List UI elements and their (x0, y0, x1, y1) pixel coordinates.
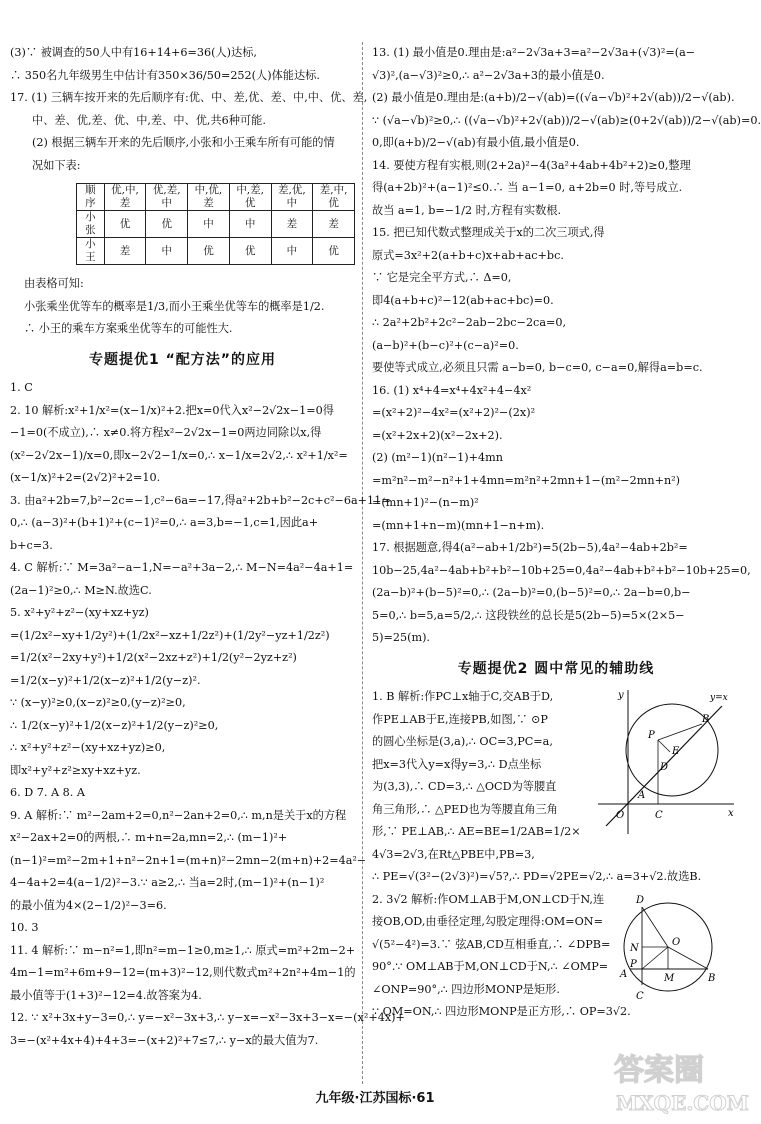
table-cell: 优,中,差 (104, 184, 146, 211)
segment-od (642, 907, 668, 947)
fig-label: D (660, 762, 669, 773)
watermark-url: MXQE.COM (616, 1091, 749, 1115)
text-line: =(x²+2)²−4x²=(x²+2)²−(2x)² (372, 406, 536, 419)
text-line: (2) (m²−1)(n²−1)+4mn (372, 451, 503, 464)
page-footer: 九年级·江苏国标·61 (315, 1091, 435, 1106)
text-line: (3)∵ 被调查的50人中有16+14+6=36(人)达标, (10, 46, 257, 59)
text-line: 3=−(x²+4x+4)+4+3=−(x+2)²+7≤7,∴ y−x的最大值为7. (10, 1033, 319, 1047)
text-line: 中、差、优,差、优、中,差、中、优,共6种可能. (32, 113, 266, 127)
text-line: x²−2ax+2=0的两根,∴ m+n=2a,mn=2,∴ (m−1)²+ (10, 831, 288, 844)
fig-label: B (708, 972, 716, 984)
text-line: 原式=3x²+2(a+b+c)x+ab+ac+bc. (372, 248, 564, 262)
table-cell: 中 (188, 211, 230, 238)
text-line: 即4(a+b+c)²−12(ab+ac+bc)=0. (372, 293, 554, 307)
text-line: 得(a+2b)²+(a−1)²≤0.∴ 当 a−1=0, a+2b=0 时,等号成立. (372, 181, 683, 194)
segment-op (642, 947, 668, 969)
text-line: 1. C (10, 381, 33, 394)
text-line: 作PE⊥AB于E,连接PB,如图,∵ ⊙P (372, 712, 548, 726)
text-line: 接OB,OD,由垂径定理,勾股定理得:OM=ON= (372, 915, 603, 928)
text-line: ∴ 350名九年级男生中估计有350×36/50=252(人)体能达标. (10, 68, 320, 82)
text-line: 13. (1) 最小值是0.理由是:a²−2√3a+3=a²−2√3a+(√3)²=(a− (372, 46, 696, 59)
text-line: (2) 最小值是0.理由是:(a+b)/2−√(ab)=((√a−√b)²+2√(ab))/2−√(ab). (372, 91, 735, 104)
text-line: 形,∵ PE⊥AB,∴ AE=BE=1/2AB=1/2× (372, 825, 581, 838)
fig-label: A (638, 790, 646, 801)
fig-label: P (630, 958, 637, 970)
text-line: (a−b)²+(b−c)²+(c−a)²=0. (372, 338, 519, 352)
table-cell: 差 (271, 211, 313, 238)
table-cell: 差 (104, 238, 146, 265)
circle-figure-1 (598, 686, 738, 836)
text-line: (2a−b)²+(b−5)²=0,∴ (2a−b)²=0,(b−5)²=0,∴ 2a−b=0,b− (372, 586, 691, 599)
table-cell: 顺序 (77, 184, 105, 211)
question-1-block (372, 686, 740, 889)
text-line: 2. 10 解析:x²+1/x²=(x−1/x)²+2.把x=0代入x²−2√2x−1=0得 (10, 403, 334, 417)
text-line: 16. (1) x⁴+4=x⁴+4x²+4−4x² (372, 383, 532, 397)
section-title: 专题提优1 “配方法”的应用 (88, 351, 277, 368)
table-cell: 中 (146, 238, 188, 265)
table-row (77, 238, 355, 265)
table-cell: 中 (229, 211, 271, 238)
text-line: √3)²,(a−√3)²≥0,∴ a²−2√3a+3的最小值是0. (372, 68, 605, 82)
text-line: =(1/2x²−xy+1/2y²)+(1/2x²−xz+1/2z²)+(1/2y²−yz+1/2z²) (10, 628, 330, 642)
text-line: ∠ONP=90°,∴ 四边形MONP是矩形. (372, 982, 560, 996)
text-line: 9. A 解析:∵ m²−2am+2=0,n²−2an+2=0,∴ m,n是关于x的方程 (10, 808, 347, 822)
text-line: ∵ (x−y)²≥0,(x−z)²≥0,(y−z)²≥0, (10, 696, 186, 709)
column-divider (362, 42, 363, 1084)
text-line: =1/2(x−y)²+1/2(x−z)²+1/2(y−z)². (10, 673, 201, 687)
watermark-logo (610, 1046, 749, 1118)
text-line: 由表格可知: (24, 277, 84, 290)
table-cell: 优 (313, 238, 355, 265)
text-line: 10b−25,4a²−4ab+b²+b²−10b+25=0,4a²−4ab+b²+b²−10b+25=0, (372, 563, 751, 577)
text-line: 4√3=2√3,在Rt△PBE中,PB=3, (372, 847, 535, 861)
text-line: 0,∴ (a−3)²+(b+1)²+(c−1)²=0,∴ a=3,b=−1,c=1,因此a+ (10, 516, 319, 529)
text-line: =1/2(x²−2xy+y²)+1/2(x²−2xz+z²)+1/2(y²−2yz+z²) (10, 651, 297, 664)
text-line: (2) 根据三辆车开来的先后顺序,小张和小王乘车所有可能的情 (32, 136, 335, 149)
fig-label: A (620, 968, 628, 980)
text-line: 最小值等于(1+3)²−12=4.故答案为4. (10, 988, 202, 1002)
table-cell: 中 (271, 238, 313, 265)
fig-label: O (672, 936, 681, 948)
table-row (77, 184, 355, 211)
table-cell: 中,优,差 (188, 184, 230, 211)
segment-pb (658, 724, 702, 740)
text-line: 把x=3代入y=x得y=3,∴ D点坐标 (372, 757, 542, 771)
text-line: 90°.∵ OM⊥AB于M,ON⊥CD于N,∴ ∠OMP= (372, 960, 609, 973)
table-row (77, 211, 355, 238)
text-line: (x²−2√2x−1)/x=0,即x−2√2−1/x=0,∴ x−1/x=2√2,∴ x²+1/x²= (10, 448, 348, 462)
text-line: 5=0,∴ b=5,a=5/2,∴ 这段铁丝的总长是5(2b−5)=5×(2×5− (372, 608, 685, 622)
segment-pe (658, 740, 670, 752)
text-line: 4−4a+2=4(a−1/2)²−3.∵ a≥2,∴ 当a=2时,(m−1)²+(n−1)² (10, 876, 325, 889)
text-line: 11. 4 解析:∵ m−n²=1,即n²=m−1≥0,m≥1,∴ 原式=m²+2m−2+ (10, 943, 356, 957)
text-line: =m²n²−m²−n²+1+4mn=m²n²+2mn+1−(m²−2mn+n²) (372, 473, 681, 487)
ride-table (76, 183, 355, 265)
fig-label: M (664, 972, 675, 984)
fig-label: B (702, 714, 710, 725)
text-line: b+c=3. (10, 538, 53, 552)
right-column (372, 42, 761, 1024)
text-line: 5)=25(m). (372, 631, 430, 644)
text-line: −1=0(不成立),∴ x≠0.将方程x²−2√2x−1=0两边同除以x,得 (10, 426, 322, 439)
text-line: (2a−1)²≥0,∴ M≥N.故选C. (10, 583, 152, 597)
text-line: 的圆心坐标是(3,a),∴ OC=3,PC=a, (372, 735, 553, 748)
text-line: =(mn+1)²−(n−m)² (372, 496, 479, 509)
table-cell: 差,优,中 (271, 184, 313, 211)
fig-label: O (616, 810, 625, 821)
text-line: 10. 3 (10, 921, 39, 934)
table-cell: 差,中,优 (313, 184, 355, 211)
fig-label: y=x (710, 693, 728, 703)
fig-label: C (655, 810, 663, 821)
text-line: 5. x²+y²+z²−(xy+xz+yz) (10, 606, 149, 619)
text-line: 12. ∵ x²+3x+y−3=0,∴ y=−x²−3x+3,∴ y−x=−x²−3x+3−x=−(x²+4x)+ (10, 1011, 405, 1024)
text-line: 6. D 7. A 8. A (10, 786, 85, 799)
table-cell: 优 (146, 211, 188, 238)
text-line: 17. (1) 三辆车按开来的先后顺序有:优、中、差,优、差、中,中、优、差, (10, 91, 368, 104)
fig-label: D (636, 894, 645, 906)
text-line: (n−1)²=m²−2m+1+n²−2n+1=(m+n)²−2mn−2(m+n)+2=4a²− (10, 853, 367, 867)
table-cell: 小张 (77, 211, 105, 238)
text-line: ∵ 它是完全平方式,∴ Δ=0, (372, 271, 512, 284)
table-cell: 优 (229, 238, 271, 265)
fig-label: x (728, 808, 734, 819)
text-line: (x−1/x)²+2=(2√2)²+2=10. (10, 471, 161, 484)
text-line: 即x²+y²+z²≥xy+xz+yz. (10, 763, 141, 777)
answer-list (372, 686, 702, 889)
section-title: 专题提优2 圆中常见的辅助线 (457, 660, 655, 677)
fig-label: N (630, 942, 639, 954)
text-line: 4m−1=m²+6m+9−12=(m+3)²−12,则代数式m²+2n²+4m−1的 (10, 966, 356, 979)
text-line: ∵ OM=ON,∴ 四边形MONP是正方形,∴ OP=3√2. (372, 1005, 631, 1018)
fig-label: P (648, 730, 655, 741)
text-line: ∴ x²+y²+z²−(xy+xz+yz)≥0, (10, 741, 166, 754)
text-line: 0,即(a+b)/2−√(ab)有最小值,最小值是0. (372, 136, 580, 149)
text-line: 1. B 解析:作PC⊥x轴于C,交AB于D, (372, 690, 554, 703)
text-line: ∴ 小王的乘车方案乘坐优等车的可能性大. (24, 322, 233, 335)
table-cell: 优,差,中 (146, 184, 188, 211)
text-line: 2. 3√2 解析:作OM⊥AB于M,ON⊥CD于N,连 (372, 892, 605, 906)
table-cell: 优 (188, 238, 230, 265)
text-line: =(x²+2x+2)(x²−2x+2). (372, 428, 503, 442)
circle-figure-2 (616, 889, 716, 1009)
text-line: 17. 根据题意,得4(a²−ab+1/2b²)=5(2b−5),4a²−4ab+2b²= (372, 541, 688, 554)
text-line: =(mn+1+n−m)(mn+1−n+m). (372, 518, 545, 532)
watermark-text: 答案圈 (614, 1053, 704, 1088)
answer-list (372, 42, 761, 650)
table-cell: 小王 (77, 238, 105, 265)
segment-ob (668, 947, 708, 969)
text-line: ∴ 2a²+2b²+2c²−2ab−2bc−2ca=0, (372, 316, 567, 329)
text-line: ∴ PE=√(3²−(2√3)²)=√5?,∴ PD=√2PE=√2,∴ a=3+√2.故选B. (372, 870, 702, 883)
text-line: 4. C 解析:∵ M=3a²−a−1,N=−a²+3a−2,∴ M−N=4a²−4a+1= (10, 561, 354, 574)
table-cell: 差 (313, 211, 355, 238)
text-line: 要使等式成立,必须且只需 a−b=0, b−c=0, c−a=0,解得a=b=c. (372, 361, 703, 374)
text-line: √(5²−4²)=3.∵ 弦AB,CD互相垂直,∴ ∠DPB= (372, 937, 611, 951)
text-line: 的最小值为4×(2−1/2)²−3=6. (10, 898, 167, 912)
fig-label: E (672, 746, 680, 757)
text-line: 故当 a=1, b=−1/2 时,方程有实数根. (372, 203, 562, 217)
table-cell: 中,差,优 (229, 184, 271, 211)
answer-list (372, 889, 631, 1024)
text-line: ∵ (√a−√b)²≥0,∴ ((√a−√b)²+2√(ab))/2−√(ab)≥(0+2√(ab))/2−√(ab)=0. (372, 113, 761, 127)
fig-label: C (636, 990, 644, 1002)
table-cell: 优 (104, 211, 146, 238)
question-2-block (372, 889, 740, 1024)
text-line: 15. 把已知代数式整理成关于x的二次三项式,得 (372, 226, 605, 239)
text-line: 3. 由a²+2b=7,b²−2c=−1,c²−6a=−17,得a²+2b+b²−2c+c²−6a+11= (10, 493, 391, 507)
text-line: 小张乘坐优等车的概率是1/3,而小王乘坐优等车的概率是1/2. (24, 299, 325, 313)
text-line: ∴ 1/2(x−y)²+1/2(x−z)²+1/2(y−z)²≥0, (10, 718, 219, 732)
text-line: 角三角形,∴ △PED也为等腰直角三角 (372, 802, 558, 816)
text-line: 14. 要使方程有实根,则(2+2a)²−4(3a²+4ab+4b²+2)≥0,整理 (372, 158, 691, 172)
fig-label: y (618, 690, 624, 701)
text-line: 况如下表: (32, 158, 81, 172)
text-line: 为(3,3),∴ CD=3,∴ △OCD为等腰直 (372, 780, 557, 793)
